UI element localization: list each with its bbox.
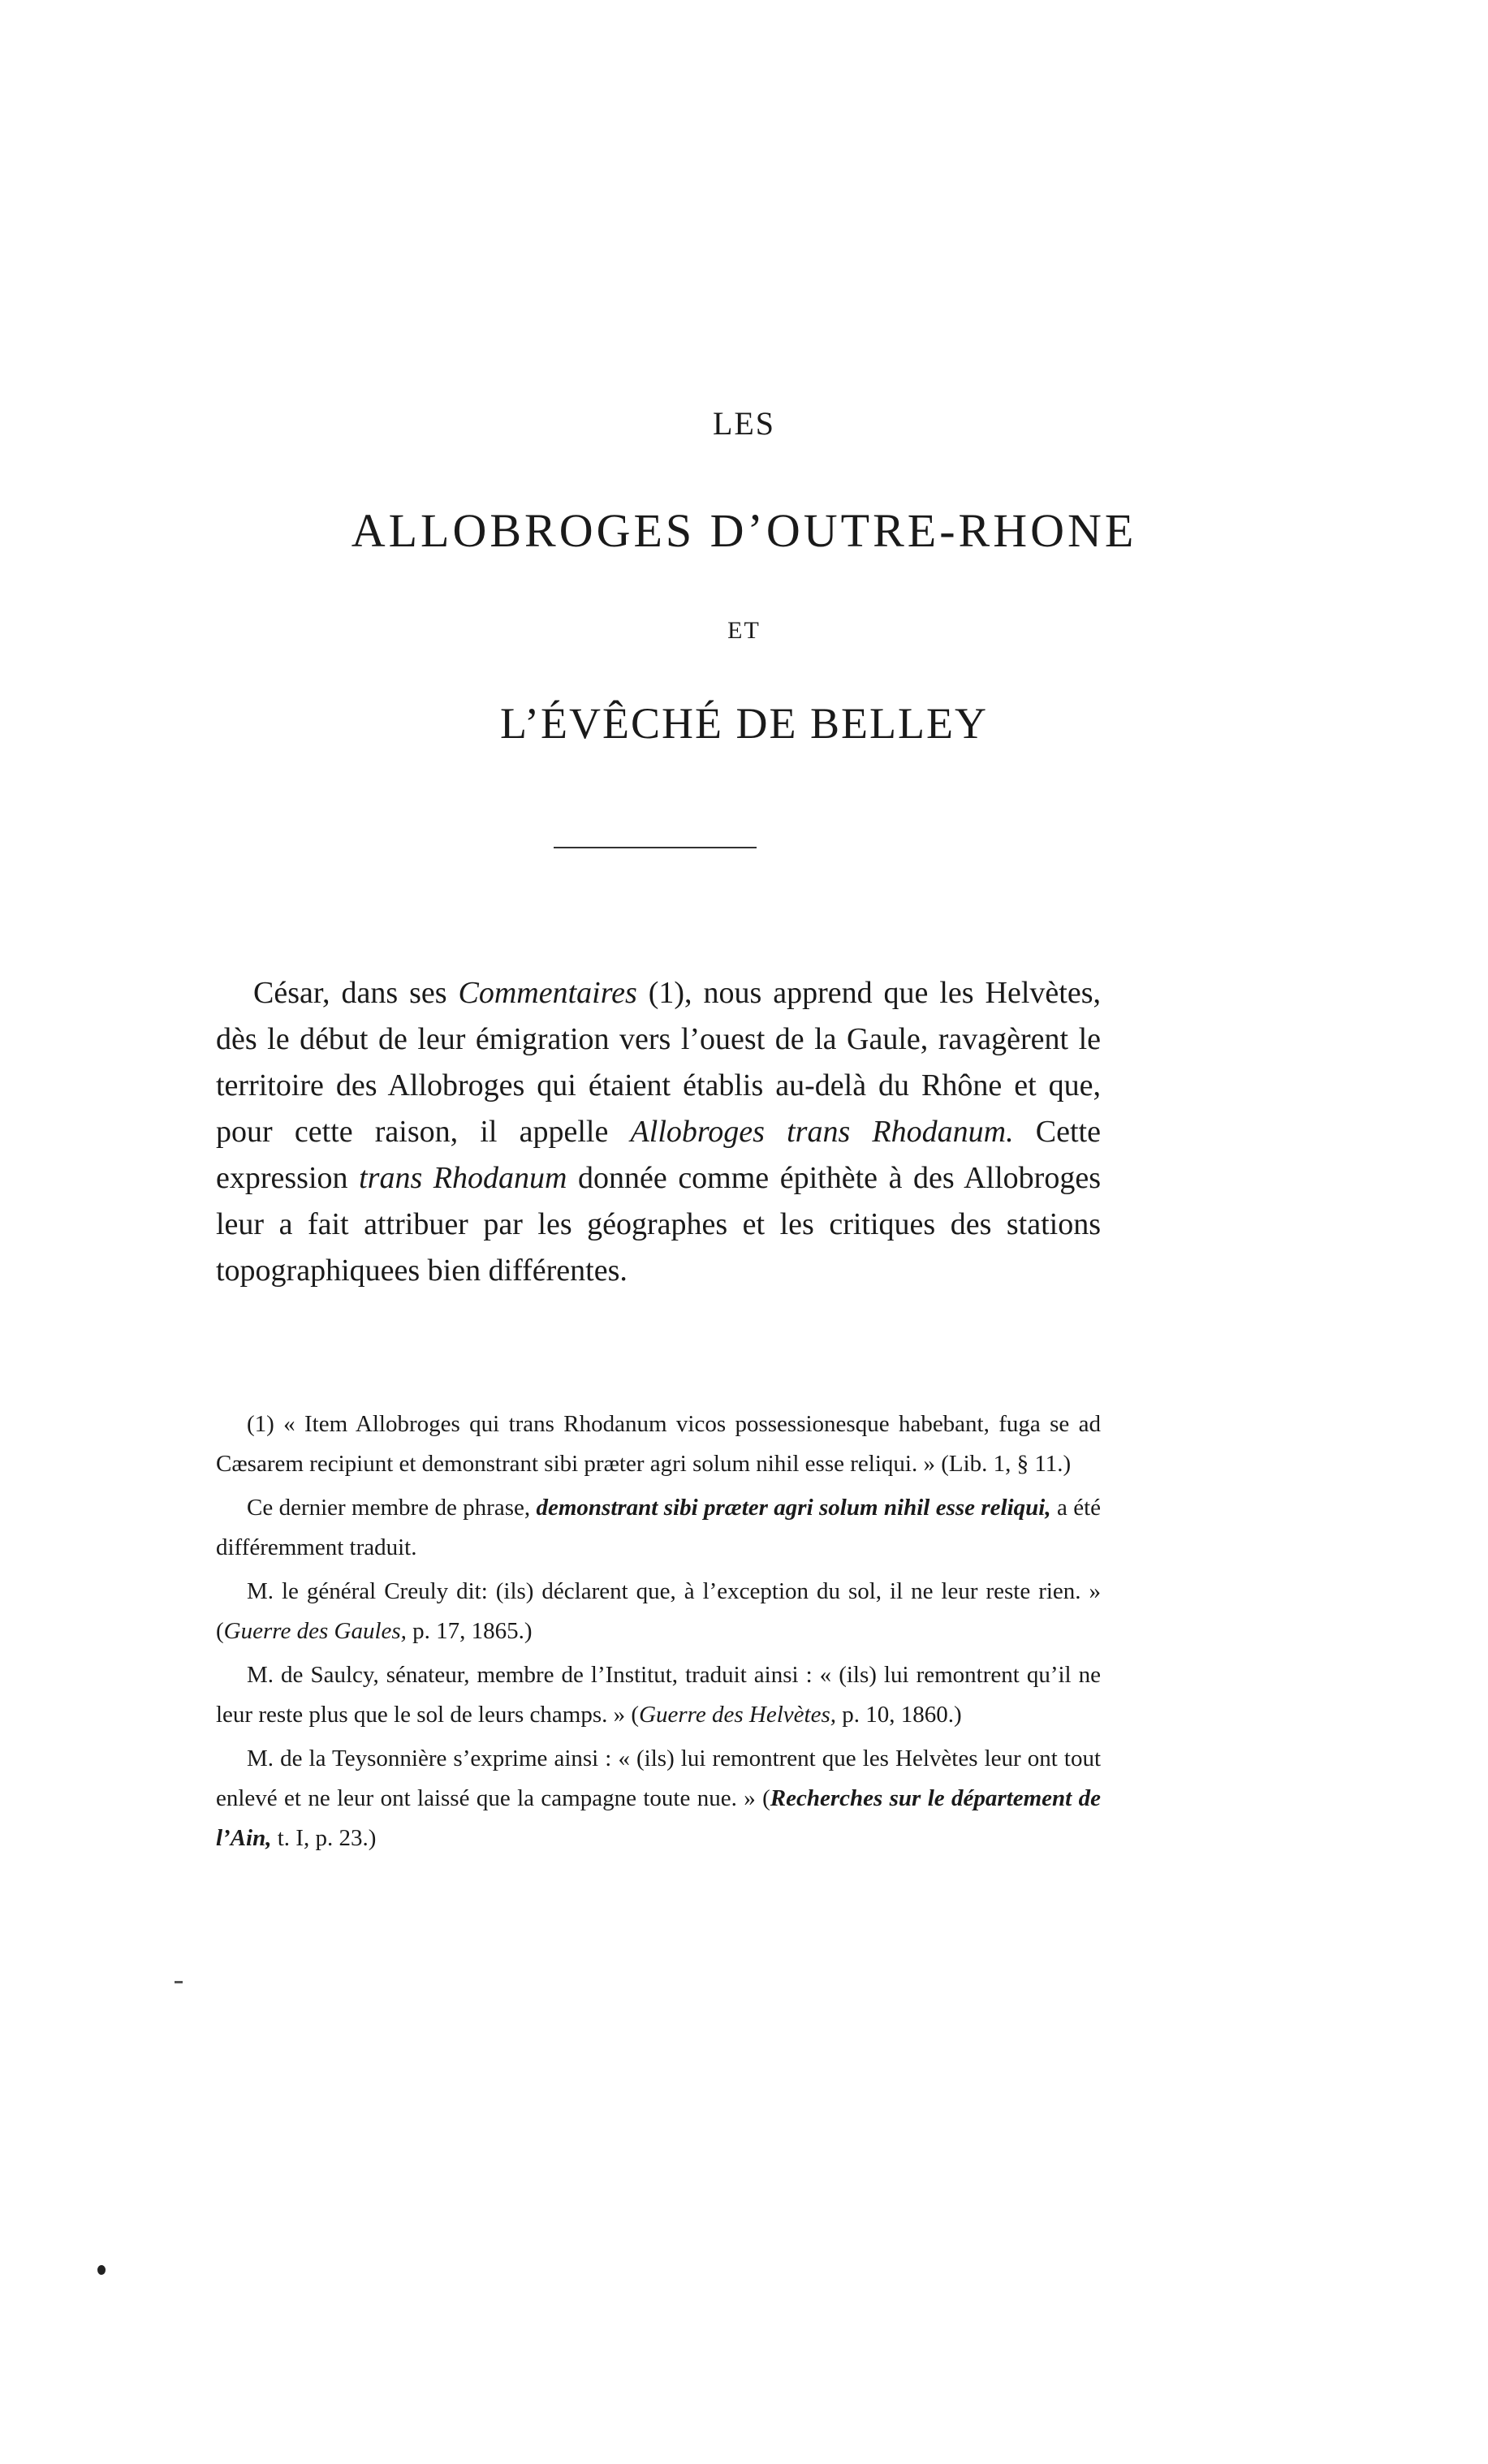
footnote-2 bbox=[216, 1488, 1101, 1568]
footnote-italic: demonstrant sibi præter agri solum nihil esse reliqui, bbox=[536, 1495, 1051, 1521]
paragraph-italic: trans Rhodanum bbox=[359, 1161, 567, 1195]
paragraph-italic: Commentaires bbox=[458, 976, 637, 1010]
ink-speck bbox=[175, 1981, 183, 1983]
ink-blot bbox=[97, 2265, 106, 2275]
footnote-text: M. de Saulcy, sénateur, membre de l’Institut, traduit ainsi : « (ils) lui remontrent qu’il ne leur reste plus que le sol de leurs champs. » ( bbox=[216, 1662, 1101, 1728]
footnotes bbox=[216, 1405, 1101, 1862]
paragraph-italic: Allobroges trans Rhodanum. bbox=[630, 1115, 1014, 1149]
footnote-text: t. I, p. 23.) bbox=[271, 1825, 377, 1851]
footnote-5 bbox=[216, 1739, 1101, 1858]
footnote-1: (1) « Item Allobroges qui trans Rhodanum vicos possessionesque habebant, fuga se ad Cæsarem recipiunt et demonstrant sibi præter agri solum nihil esse reliqui. » (Lib. 1, § 11.) bbox=[216, 1411, 1101, 1477]
paragraph-text: donnée comme épithète à des Allobroges leur a fait attribuer par les géographes et les critiques des stations topographiquees bien différentes. bbox=[216, 1161, 1101, 1288]
paragraph-text: (1), nous apprend que les Helvètes, dès le début de leur émigration vers l’ouest de la Gaule, ravagèrent le territoire des Allobroges qui étaient établis au-delà du Rhône et que, pour cette raison, il appelle bbox=[216, 976, 1101, 1149]
main-title: ALLOBROGES D’OUTRE-RHONE bbox=[351, 504, 1137, 557]
footnote-italic: Guerre des Gaules, bbox=[223, 1618, 407, 1644]
paragraph-text: César, dans ses bbox=[253, 976, 459, 1010]
footnote-text: M. le général Creuly dit: (ils) déclarent que, à l’exception du sol, il ne leur reste rien. » ( bbox=[216, 1578, 1101, 1644]
paragraph-text: Cette expression bbox=[216, 1115, 1101, 1195]
title-les: LES bbox=[712, 405, 776, 442]
footnote-3 bbox=[216, 1572, 1101, 1651]
footnote-text: a été différemment traduit. bbox=[216, 1495, 1101, 1560]
subtitle: L’ÉVÊCHÉ DE BELLEY bbox=[500, 699, 988, 748]
footnote-text: M. de la Teysonnière s’exprime ainsi : « (ils) lui remontrent que les Helvètes leur ont tout enlevé et ne leur ont laissé que la campagne toute nue. » ( bbox=[216, 1746, 1101, 1811]
footnote-text: Ce dernier membre de phrase, bbox=[247, 1495, 537, 1521]
footnote-italic: Guerre des Helvètes, bbox=[639, 1702, 836, 1728]
title-et: ET bbox=[727, 617, 761, 644]
title-divider bbox=[554, 847, 757, 848]
footnote-text: p. 17, 1865.) bbox=[406, 1618, 533, 1644]
footnote-4 bbox=[216, 1655, 1101, 1735]
footnote-italic: Recherches sur le département de l’Ain, bbox=[216, 1785, 1101, 1851]
main-paragraph bbox=[216, 970, 1101, 1294]
footnote-text: p. 10, 1860.) bbox=[835, 1702, 962, 1728]
